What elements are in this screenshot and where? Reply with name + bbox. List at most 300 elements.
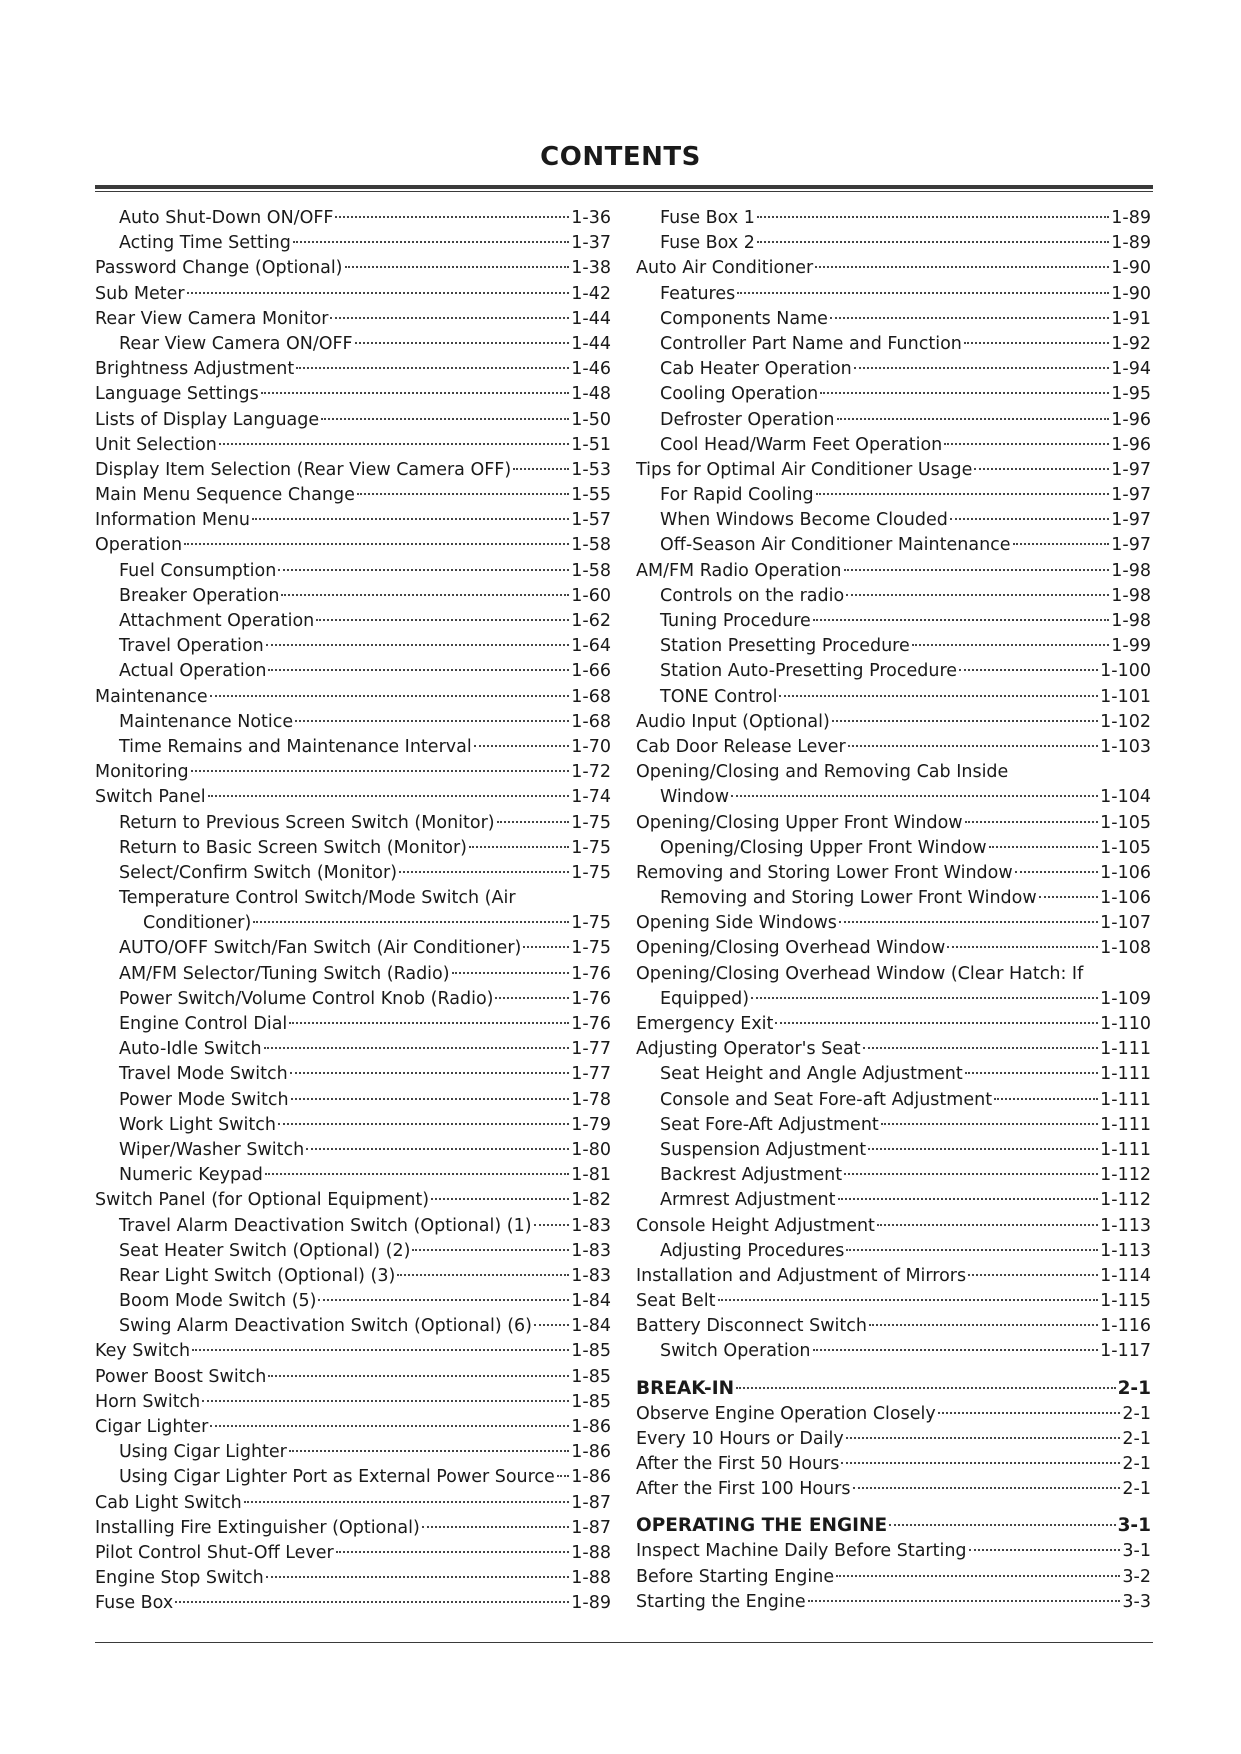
dot-leader xyxy=(208,795,570,797)
toc-entry-title: Return to Basic Screen Switch (Monitor) xyxy=(119,837,467,858)
dot-leader xyxy=(813,1349,1099,1351)
dot-leader xyxy=(252,518,569,520)
toc-entry-title: Power Switch/Volume Control Knob (Radio) xyxy=(119,988,494,1009)
toc-entry xyxy=(95,508,611,533)
toc-entry xyxy=(636,936,1151,961)
toc-entry-page: 1-74 xyxy=(571,787,611,808)
toc-entry-title: Switch Panel (for Optional Equipment) xyxy=(95,1190,430,1211)
toc-entry-page: 1-78 xyxy=(571,1089,611,1110)
toc-entry-title: Tuning Procedure xyxy=(660,611,811,631)
toc-entry-title: Features xyxy=(660,283,736,304)
dot-leader xyxy=(523,946,569,948)
toc-entry xyxy=(636,1427,1151,1452)
toc-entry xyxy=(95,332,611,357)
dot-leader xyxy=(295,720,569,722)
toc-entry xyxy=(636,408,1151,433)
toc-entry xyxy=(636,735,1151,760)
toc-entry-page: 1-97 xyxy=(1111,459,1151,480)
dot-leader xyxy=(969,1549,1121,1551)
toc-entry-page: 1-83 xyxy=(571,1265,611,1286)
dot-leader xyxy=(175,1601,569,1603)
toc-entry-title: Off-Season Air Conditioner Maintenance xyxy=(660,535,1011,556)
toc-entry-page: 1-111 xyxy=(1100,1089,1151,1110)
toc-entry xyxy=(636,332,1151,357)
toc-entry-page: 1-97 xyxy=(1111,510,1151,531)
toc-entry-title: Battery Disconnect Switch xyxy=(636,1316,867,1337)
toc-entry xyxy=(95,1088,611,1113)
toc-entry xyxy=(636,206,1151,231)
toc-entry-page: 1-76 xyxy=(571,963,611,984)
dot-leader xyxy=(863,1047,1099,1049)
toc-entry xyxy=(636,1214,1151,1239)
toc-entry-title: Controller Part Name and Function xyxy=(660,333,962,354)
toc-entry-title: Power Mode Switch xyxy=(119,1089,289,1110)
toc-entry-title: Main Menu Sequence Change xyxy=(95,485,355,506)
footer-rule xyxy=(95,1642,1153,1643)
toc-entry xyxy=(636,1539,1151,1564)
dot-leader xyxy=(737,292,1109,294)
toc-entry-title: Travel Operation xyxy=(119,636,264,657)
dot-leader xyxy=(495,997,569,999)
toc-entry-title: Breaker Operation xyxy=(119,585,280,606)
toc-entry xyxy=(95,357,611,382)
toc-entry-title: Horn Switch xyxy=(95,1391,201,1412)
toc-entry xyxy=(636,1452,1151,1477)
toc-entry-title: AUTO/OFF Switch/Fan Switch (Air Conditioner) xyxy=(119,938,522,959)
dot-leader xyxy=(210,1425,569,1427)
dot-leader xyxy=(944,443,1109,445)
dot-leader xyxy=(757,216,1109,218)
toc-entry-page: 1-98 xyxy=(1111,585,1151,606)
toc-entry xyxy=(95,987,611,1012)
toc-entry-title: Fuel Consumption xyxy=(119,560,277,581)
toc-entry-page: 3-1 xyxy=(1117,1515,1151,1537)
toc-entry-title: Cab Light Switch xyxy=(95,1492,242,1513)
toc-entry-title: Opening/Closing Overhead Window (Clear Hatch: If xyxy=(636,963,1084,984)
dot-leader xyxy=(1015,871,1098,873)
toc-entry-page: 1-103 xyxy=(1100,736,1151,757)
toc-entry-title: AM/FM Radio Operation xyxy=(636,560,842,581)
toc-entry-title: Travel Mode Switch xyxy=(119,1064,288,1085)
dot-leader xyxy=(718,1299,1099,1301)
toc-entry-page: 1-96 xyxy=(1111,434,1151,455)
dot-leader xyxy=(192,1349,569,1351)
toc-entry-title: Pilot Control Shut-Off Lever xyxy=(95,1542,334,1563)
toc-entry-page: 1-82 xyxy=(571,1190,611,1211)
dot-leader xyxy=(989,846,1099,848)
toc-entry xyxy=(95,1566,611,1591)
dot-leader xyxy=(330,317,569,319)
toc-entry-page: 1-110 xyxy=(1100,1014,1151,1034)
dot-leader xyxy=(291,1098,570,1100)
dot-leader xyxy=(844,569,1110,571)
dot-leader xyxy=(321,418,569,420)
toc-entry xyxy=(95,584,611,609)
toc-entry xyxy=(95,1188,611,1213)
toc-entry xyxy=(95,1037,611,1062)
dot-leader xyxy=(187,292,570,294)
toc-entry-title: Window xyxy=(660,787,730,808)
toc-entry-page: 1-85 xyxy=(571,1366,611,1387)
toc-entry-page: 1-87 xyxy=(571,1517,611,1538)
toc-entry-page: 3-1 xyxy=(1122,1541,1151,1562)
toc-entry-title: Seat Height and Angle Adjustment xyxy=(660,1064,963,1085)
toc-entry xyxy=(95,206,611,231)
dot-leader xyxy=(775,1022,1098,1024)
toc-entry-title: Station Presetting Procedure xyxy=(660,636,910,657)
toc-entry-title: Using Cigar Lighter Port as External Power Source xyxy=(119,1467,555,1488)
dot-leader xyxy=(261,392,570,394)
dot-leader xyxy=(838,1198,1099,1200)
toc-entry-title: Monitoring xyxy=(95,762,189,783)
toc-entry-title: Cigar Lighter xyxy=(95,1417,209,1437)
toc-entry xyxy=(95,1062,611,1087)
toc-entry-page: 1-37 xyxy=(571,233,611,254)
toc-entry-page: 2-1 xyxy=(1122,1479,1151,1500)
toc-entry-title: Time Remains and Maintenance Interval xyxy=(119,736,472,757)
toc-entry-title: Seat Heater Switch (Optional) (2) xyxy=(119,1240,411,1261)
toc-entry-page: 1-113 xyxy=(1100,1240,1151,1261)
toc-entry xyxy=(95,1163,611,1188)
toc-entry-title: Actual Operation xyxy=(119,661,267,682)
dot-leader xyxy=(431,1198,569,1200)
toc-entry-page: 1-77 xyxy=(571,1039,611,1060)
toc-entry-page: 1-58 xyxy=(571,535,611,556)
toc-entry xyxy=(95,1440,611,1465)
dot-leader xyxy=(869,1324,1098,1326)
dot-leader xyxy=(846,1437,1121,1439)
toc-entry-title: Installation and Adjustment of Mirrors xyxy=(636,1265,967,1286)
toc-entry-page: 1-100 xyxy=(1100,661,1151,682)
dot-leader xyxy=(513,468,569,470)
toc-entry-page: 1-98 xyxy=(1111,560,1151,581)
toc-entry xyxy=(636,1590,1151,1615)
dot-leader xyxy=(959,669,1098,671)
toc-entry xyxy=(636,458,1151,483)
toc-entry-page: 2-1 xyxy=(1122,1428,1151,1449)
dot-leader xyxy=(497,821,570,823)
toc-entry-title: Sub Meter xyxy=(95,283,185,304)
toc-entry xyxy=(95,836,611,861)
toc-entry-page: 1-105 xyxy=(1100,837,1151,858)
toc-entry-page: 1-86 xyxy=(571,1417,611,1437)
dot-leader xyxy=(253,921,569,923)
toc-entry xyxy=(95,861,611,886)
toc-entry xyxy=(95,408,611,433)
toc-entry-page: 1-95 xyxy=(1111,384,1151,405)
dot-leader xyxy=(881,1123,1098,1125)
toc-entry-title: Seat Fore-Aft Adjustment xyxy=(660,1114,879,1135)
toc-entry xyxy=(636,1289,1151,1314)
toc-entry xyxy=(636,357,1151,382)
dot-leader xyxy=(877,1224,1098,1226)
dot-leader xyxy=(306,1148,569,1150)
toc-entry xyxy=(636,533,1151,558)
toc-entry-title: Return to Previous Screen Switch (Monitor) xyxy=(119,812,495,833)
toc-entry-page: 3-2 xyxy=(1122,1566,1151,1587)
toc-entry-page: 1-68 xyxy=(571,686,611,707)
dot-leader xyxy=(832,720,1098,722)
dot-leader xyxy=(837,418,1110,420)
toc-entry-title: Console and Seat Fore-aft Adjustment xyxy=(660,1089,993,1110)
toc-section-heading xyxy=(636,1375,1151,1402)
toc-entry-page: 1-114 xyxy=(1100,1265,1151,1286)
dot-leader xyxy=(836,1575,1120,1577)
dot-leader xyxy=(965,1072,1098,1074)
toc-entry xyxy=(636,685,1151,710)
toc-entry-title: Before Starting Engine xyxy=(636,1566,835,1587)
toc-entry-title: Opening Side Windows xyxy=(636,913,837,934)
toc-entry-page: 1-80 xyxy=(571,1139,611,1160)
toc-entry-title: After the First 50 Hours xyxy=(636,1454,840,1474)
toc-entry xyxy=(95,1365,611,1390)
toc-entry xyxy=(636,861,1151,886)
toc-entry-title: Rear View Camera ON/OFF xyxy=(119,333,353,354)
toc-entry-title: Key Switch xyxy=(95,1341,191,1362)
toc-entry-title: Cab Heater Operation xyxy=(660,359,852,380)
toc-entry xyxy=(95,760,611,785)
toc-entry xyxy=(636,1062,1151,1087)
toc-entry-page: 1-83 xyxy=(571,1215,611,1236)
toc-entry-title: Suspension Adjustment xyxy=(660,1139,867,1160)
dot-leader xyxy=(290,1072,570,1074)
toc-entry xyxy=(636,659,1151,684)
toc-entry-page: 1-87 xyxy=(571,1492,611,1513)
toc-entry xyxy=(636,584,1151,609)
toc-entry-title: Maintenance Notice xyxy=(119,711,294,732)
toc-entry-page: 1-72 xyxy=(571,762,611,783)
toc-entry-page: 1-48 xyxy=(571,384,611,405)
toc-entry-page: 1-58 xyxy=(571,560,611,581)
toc-entry-page: 1-105 xyxy=(1100,812,1151,833)
dot-leader xyxy=(289,1022,569,1024)
toc-entry-title: Controls on the radio xyxy=(660,585,845,606)
toc-entry-title: Temperature Control Switch/Mode Switch (Air xyxy=(119,888,516,909)
toc-entry-title: Unit Selection xyxy=(95,434,217,455)
toc-entry-title: Equipped) xyxy=(660,988,750,1009)
toc-entry-title: Fuse Box xyxy=(95,1593,174,1614)
toc-entry-page: 1-97 xyxy=(1111,535,1151,556)
toc-entry-page: 1-94 xyxy=(1111,359,1151,380)
toc-entry-title: BREAK-IN xyxy=(636,1377,735,1399)
toc-entry-title: For Rapid Cooling xyxy=(660,485,814,506)
dot-leader xyxy=(335,216,569,218)
toc-entry-page: 1-113 xyxy=(1100,1215,1151,1236)
toc-entry-page: 2-1 xyxy=(1117,1377,1151,1399)
dot-leader xyxy=(355,342,570,344)
title-rule-thick xyxy=(95,185,1153,189)
toc-entry-title: Brightness Adjustment xyxy=(95,359,295,380)
toc-entry xyxy=(95,962,611,987)
dot-leader xyxy=(968,1274,1098,1276)
dot-leader xyxy=(757,241,1109,243)
toc-entry-title: Components Name xyxy=(660,308,828,329)
toc-entry xyxy=(636,559,1151,584)
toc-entry-title: Language Settings xyxy=(95,384,259,405)
dot-leader xyxy=(868,1148,1098,1150)
toc-entry xyxy=(95,1415,611,1440)
toc-entry-title: Seat Belt xyxy=(636,1291,716,1312)
toc-entry xyxy=(95,1289,611,1314)
dot-leader xyxy=(964,342,1109,344)
toc-entry-page: 1-99 xyxy=(1111,636,1151,657)
toc-entry-title: Inspect Machine Daily Before Starting xyxy=(636,1541,967,1562)
toc-entry-title: Cooling Operation xyxy=(660,384,819,405)
toc-entry-page: 1-98 xyxy=(1111,611,1151,631)
toc-entry-title: Station Auto-Presetting Procedure xyxy=(660,661,958,682)
dot-leader xyxy=(912,644,1110,646)
toc-entry-title: Travel Alarm Deactivation Switch (Optional) (1) xyxy=(119,1215,532,1236)
toc-entry xyxy=(636,382,1151,407)
toc-entry xyxy=(636,1188,1151,1213)
dot-leader xyxy=(281,594,569,596)
toc-entry-page: 1-106 xyxy=(1100,862,1151,883)
dot-leader xyxy=(994,1098,1098,1100)
dot-leader xyxy=(266,644,570,646)
toc-entry-title: Engine Control Dial xyxy=(119,1014,288,1034)
toc-entry xyxy=(95,483,611,508)
toc-entry xyxy=(95,1491,611,1516)
dot-leader xyxy=(534,1224,570,1226)
toc-entry-page: 1-111 xyxy=(1100,1114,1151,1135)
toc-entry-title: Auto-Idle Switch xyxy=(119,1039,262,1060)
toc-entry-page: 1-64 xyxy=(571,636,611,657)
toc-entry xyxy=(95,1541,611,1566)
toc-entry xyxy=(636,1314,1151,1339)
dot-leader xyxy=(751,997,1098,999)
toc-entry-title: After the First 100 Hours xyxy=(636,1479,851,1500)
toc-entry xyxy=(95,256,611,281)
dot-leader xyxy=(815,266,1109,268)
toc-entry-page: 1-44 xyxy=(571,333,611,354)
toc-entry xyxy=(95,231,611,256)
toc-entry xyxy=(636,282,1151,307)
toc-entry-page: 1-112 xyxy=(1100,1190,1151,1211)
toc-entry-page: 1-117 xyxy=(1100,1341,1151,1362)
toc-entry-page: 1-88 xyxy=(571,1542,611,1563)
toc-entry-page: 1-68 xyxy=(571,711,611,732)
toc-entry-page: 1-107 xyxy=(1100,913,1151,934)
toc-entry xyxy=(636,1565,1151,1590)
toc-entry-title: Defroster Operation xyxy=(660,409,835,430)
toc-entry-title: Attachment Operation xyxy=(119,611,315,631)
toc-entry-page: 1-50 xyxy=(571,409,611,430)
toc-entry-title: Adjusting Procedures xyxy=(660,1240,845,1261)
toc-entry-page: 1-91 xyxy=(1111,308,1151,329)
toc-entry xyxy=(95,1138,611,1163)
toc-entry-title: Cab Door Release Lever xyxy=(636,736,846,757)
dot-leader xyxy=(184,543,569,545)
toc-entry xyxy=(95,710,611,735)
toc-entry-page: 1-88 xyxy=(571,1568,611,1589)
toc-entry-page: 1-97 xyxy=(1111,485,1151,506)
toc-entry xyxy=(95,609,611,634)
toc-entry xyxy=(636,433,1151,458)
toc-entry-title: Cool Head/Warm Feet Operation xyxy=(660,434,943,455)
toc-entry-title: Starting the Engine xyxy=(636,1591,806,1612)
toc-entry-page: 1-38 xyxy=(571,258,611,279)
toc-entry-title: Work Light Switch xyxy=(119,1114,276,1135)
toc-entry xyxy=(95,634,611,659)
toc-entry-page: 1-108 xyxy=(1100,938,1151,959)
toc-entry xyxy=(95,433,611,458)
toc-entry-page: 1-81 xyxy=(571,1165,611,1186)
toc-entry-title: Acting Time Setting xyxy=(119,233,291,254)
title-rule-thin xyxy=(95,191,1153,192)
dot-leader xyxy=(839,921,1098,923)
toc-entry-title: Numeric Keypad xyxy=(119,1165,263,1186)
toc-entry xyxy=(95,1516,611,1541)
toc-entry-page: 1-79 xyxy=(571,1114,611,1135)
toc-entry xyxy=(636,811,1151,836)
toc-entry-title: Using Cigar Lighter xyxy=(119,1442,287,1463)
dot-leader xyxy=(397,1274,569,1276)
toc-entry-page: 1-109 xyxy=(1100,988,1151,1009)
toc-entry-page: 1-84 xyxy=(571,1316,611,1337)
toc-entry-title: Select/Confirm Switch (Monitor) xyxy=(119,862,398,883)
toc-entry-title: OPERATING THE ENGINE xyxy=(636,1515,888,1537)
toc-entry-title: Conditioner) xyxy=(143,913,252,934)
toc-entry-title: Opening/Closing Upper Front Window xyxy=(660,837,987,858)
toc-entry-title: Rear View Camera Monitor xyxy=(95,308,329,329)
toc-entry xyxy=(95,458,611,483)
toc-entry-title: Adjusting Operator's Seat xyxy=(636,1039,861,1060)
toc-entry-page: 1-90 xyxy=(1111,283,1151,304)
toc-entry-page: 1-111 xyxy=(1100,1039,1151,1060)
dot-leader xyxy=(846,1249,1098,1251)
dot-leader xyxy=(422,1526,570,1528)
toc-entry-page: 1-92 xyxy=(1111,333,1151,354)
toc-entry xyxy=(636,962,1151,987)
toc-entry xyxy=(636,785,1151,810)
toc-entry-page: 1-60 xyxy=(571,585,611,606)
toc-entry-page: 1-102 xyxy=(1100,711,1151,732)
toc-entry xyxy=(636,1477,1151,1502)
toc-right-column xyxy=(636,206,1151,1615)
toc-entry-page: 1-75 xyxy=(571,913,611,934)
toc-entry-page: 1-111 xyxy=(1100,1064,1151,1085)
dot-leader xyxy=(268,1375,569,1377)
toc-entry-page: 1-75 xyxy=(571,938,611,959)
toc-entry-title: Opening/Closing and Removing Cab Inside xyxy=(636,762,1009,783)
dot-leader xyxy=(848,745,1098,747)
toc-entry xyxy=(95,735,611,760)
toc-entry-page: 1-46 xyxy=(571,359,611,380)
dot-leader xyxy=(947,946,1098,948)
toc-entry-page: 1-75 xyxy=(571,862,611,883)
toc-entry-page: 1-75 xyxy=(571,837,611,858)
toc-entry-title: Information Menu xyxy=(95,510,250,531)
dot-leader xyxy=(474,745,570,747)
toc-entry xyxy=(95,886,611,911)
toc-entry-page: 1-89 xyxy=(1111,233,1151,254)
dot-leader xyxy=(736,1387,1115,1389)
toc-entry-title: Audio Input (Optional) xyxy=(636,711,830,732)
toc-entry xyxy=(636,231,1151,256)
toc-entry xyxy=(636,1239,1151,1264)
toc-entry xyxy=(636,836,1151,861)
toc-entry xyxy=(636,1402,1151,1427)
toc-entry xyxy=(95,1314,611,1339)
toc-section-heading xyxy=(636,1512,1151,1539)
toc-entry xyxy=(95,685,611,710)
toc-entry xyxy=(636,483,1151,508)
toc-entry xyxy=(636,987,1151,1012)
toc-entry-title: When Windows Become Clouded xyxy=(660,510,948,531)
dot-leader xyxy=(336,1551,570,1553)
toc-entry xyxy=(95,307,611,332)
toc-entry-title: Engine Stop Switch xyxy=(95,1568,264,1589)
